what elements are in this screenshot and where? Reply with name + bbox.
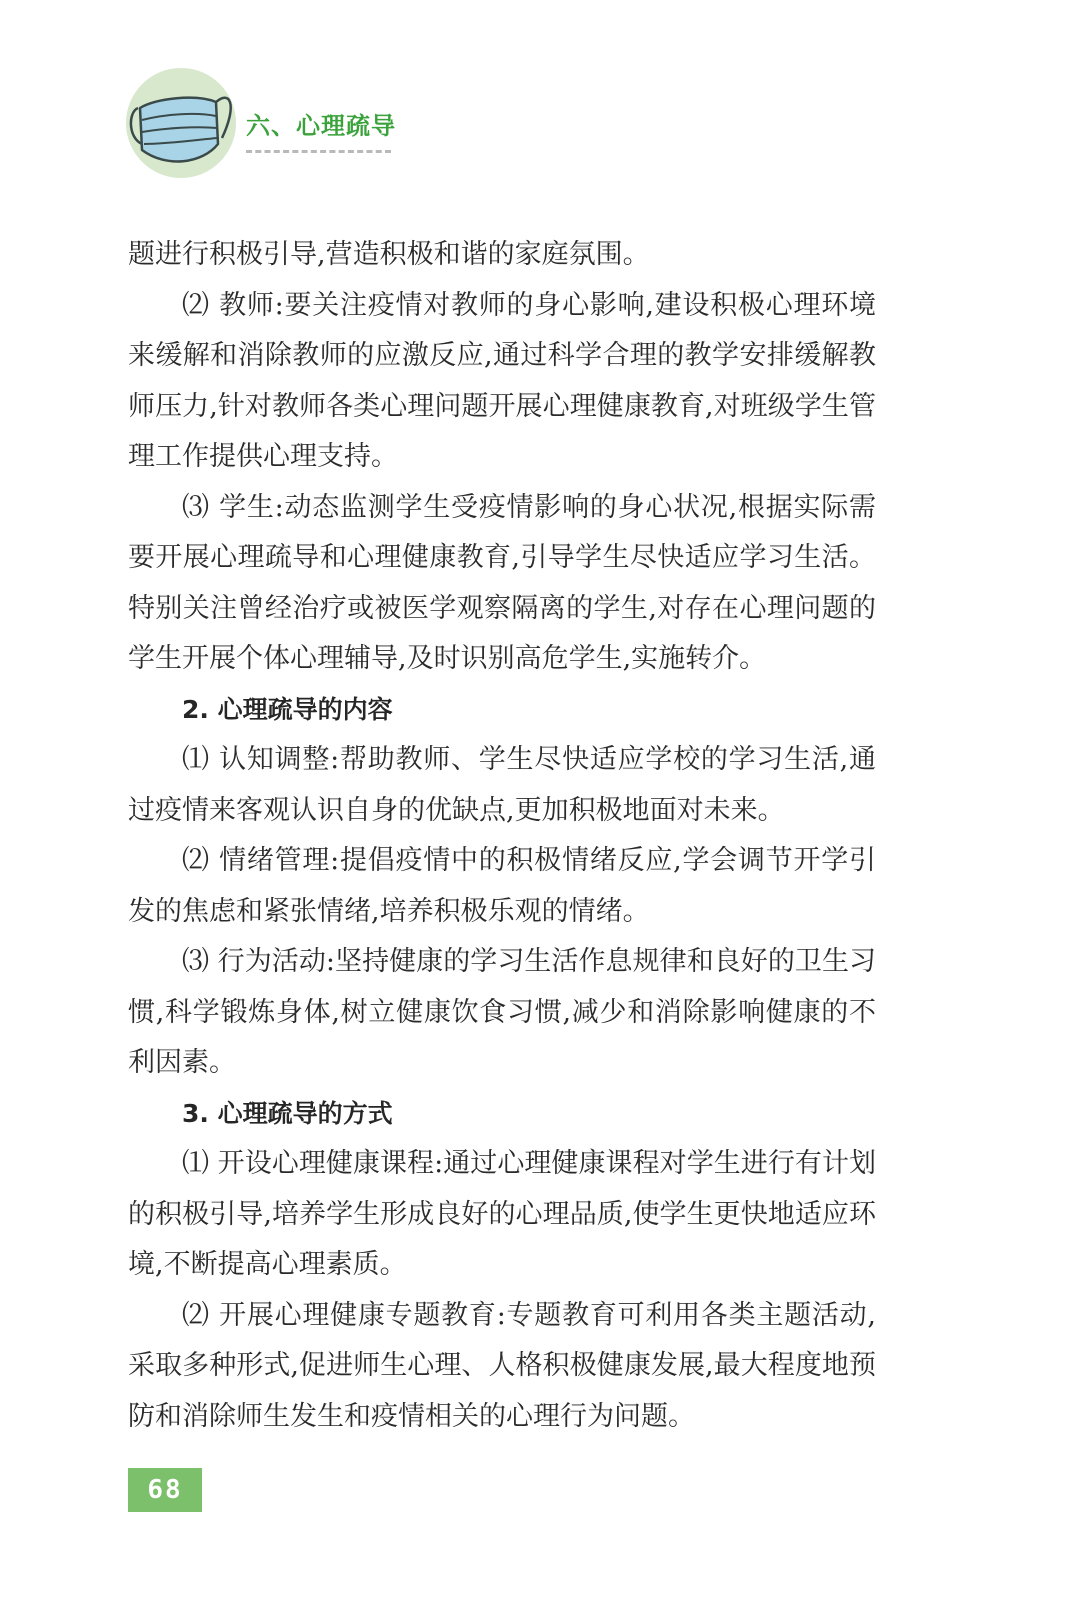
section-title: 六、心理疏导 [246, 112, 396, 140]
face-mask-icon [126, 68, 266, 188]
paragraph-continued: 题进行积极引导,营造积极和谐的家庭氛围。 [128, 239, 650, 270]
page-number: 68 [128, 1468, 202, 1512]
paragraph-cognitive: ⑴ 认知调整:帮助教师、学生尽快适应学校的学习生活,通过疫情来客观认识自身的优缺点,更加积极地面对未来。 [128, 744, 876, 826]
paragraph-teachers: ⑵ 教师:要关注疫情对教师的身心影响,建设积极心理环境来缓解和消除教师的应激反应,通过科学合理的教学安排缓解教师压力,针对教师各类心理问题开展心理健康教育,对班级学生管理工作提供心理支持。 [128, 289, 876, 472]
heading-content: 2. 心理疏导的内容 [182, 694, 393, 724]
paragraph-emotion: ⑵ 情绪管理:提倡疫情中的积极情绪反应,学会调节开学引发的焦虑和紧张情绪,培养积极乐观的情绪。 [128, 845, 876, 927]
paragraph-courses: ⑴ 开设心理健康课程:通过心理健康课程对学生进行有计划的积极引导,培养学生形成良好的心理品质,使学生更快地适应环境,不断提高心理素质。 [128, 1148, 876, 1280]
heading-methods: 3. 心理疏导的方式 [182, 1098, 393, 1128]
page-body [128, 230, 876, 1442]
paragraph-behavior: ⑶ 行为活动:坚持健康的学习生活作息规律和良好的卫生习惯,科学锻炼身体,树立健康饮食习惯,减少和消除影响健康的不利因素。 [128, 946, 876, 1078]
paragraph-topic-education: ⑵ 开展心理健康专题教育:专题教育可利用各类主题活动,采取多种形式,促进师生心理、人格积极健康发展,最大程度地预防和消除师生发生和疫情相关的心理行为问题。 [128, 1299, 876, 1432]
title-divider [246, 150, 391, 153]
header-icon-circle [126, 68, 236, 178]
paragraph-students: ⑶ 学生:动态监测学生受疫情影响的身心状况,根据实际需要开展心理疏导和心理健康教育,引导学生尽快适应学习生活。特别关注曾经治疗或被医学观察隔离的学生,对存在心理问题的学生开展个体心理辅导,及时识别高危学生,实施转介。 [128, 491, 876, 674]
